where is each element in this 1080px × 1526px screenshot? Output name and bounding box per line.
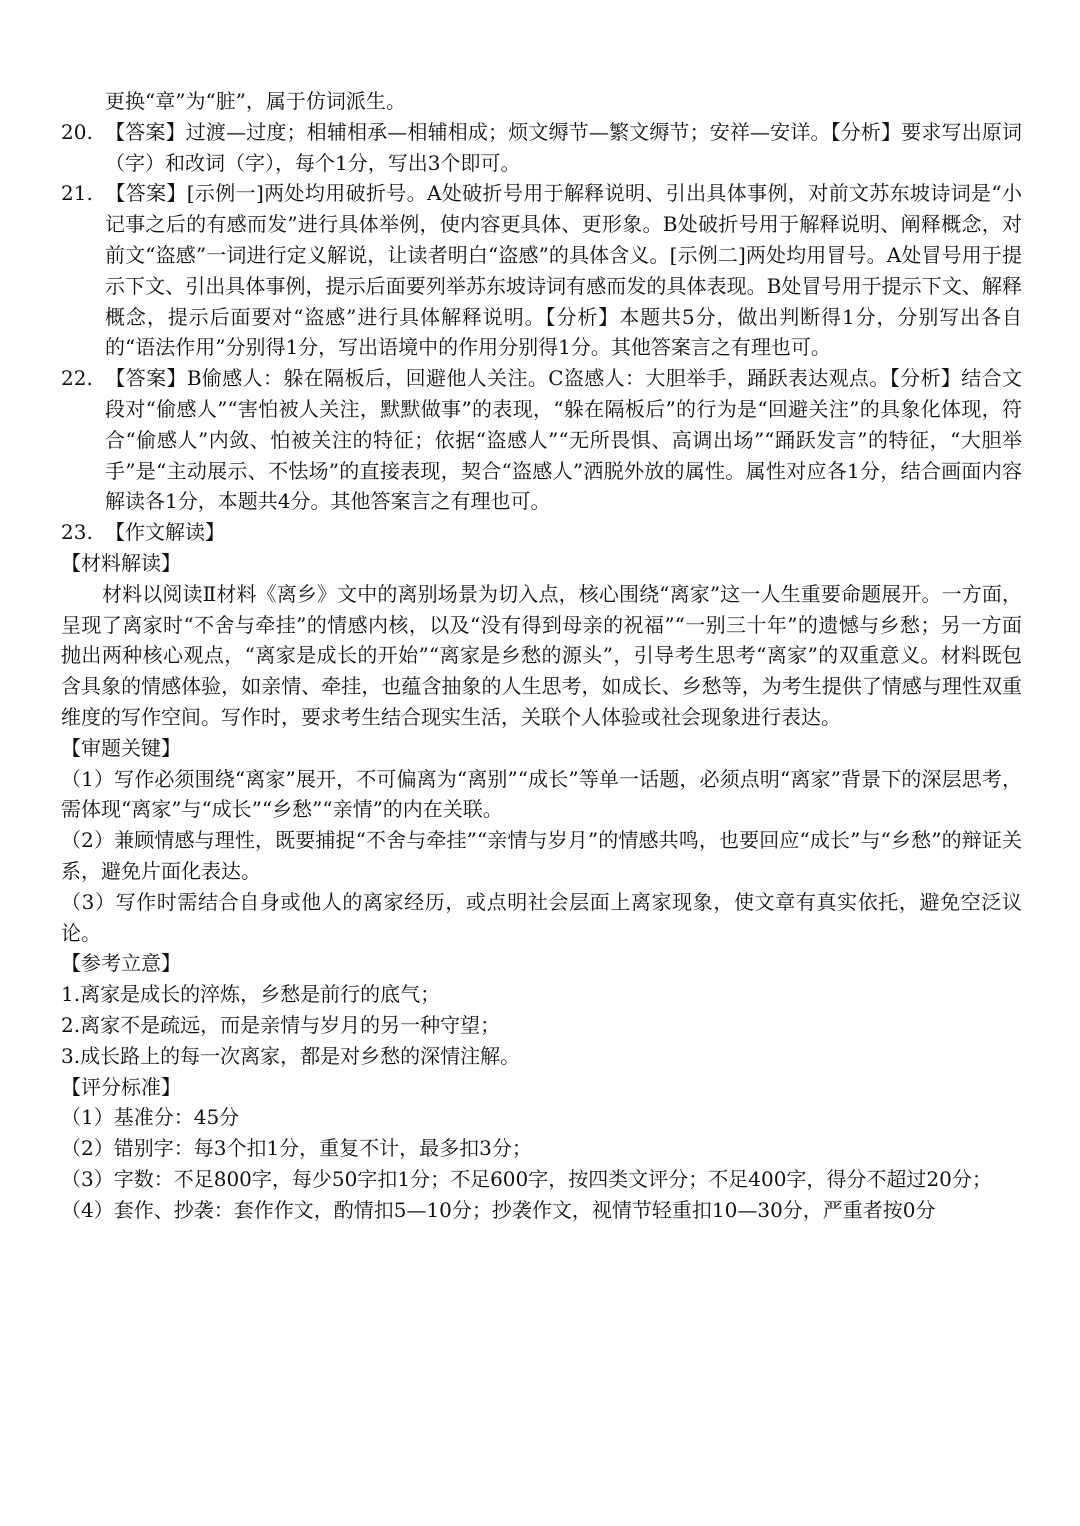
- scoring-item: （1）基准分：45分: [61, 1105, 240, 1130]
- previous-answer-continuation: 更换“章”为“脏”，属于仿词派生。: [105, 89, 406, 113]
- answer-number: 20.: [61, 119, 93, 144]
- material-body: 材料以阅读Ⅱ材料《离乡》文中的离别场景为切入点，核心围绕“离家”这一人生重要命题展开。一方面，呈现了离家时“不舍与牵挂”的情感内核，以及“没有得到母亲的祝福”“一别三十年”的遗憾与乡愁；另一方面抛出两种核心观点，“离家是成长的开始”“离家是乡愁的源头”，引导考生思考“离家”的双重意义。材料既包含具象的情感体验，如亲情、牵挂，也蕴含抽象的人生思考，如成长、乡愁等，为考生提供了情感与理性双重维度的写作空间。写作时，要求考生结合现实生活，关联个人体验或社会现象进行表达。: [61, 581, 1022, 729]
- answer-text: 【答案】过渡—过度；相辅相承—相辅相成；烦文缛节—繁文缛节；安祥—安详。【分析】要求写出原词（字）和改词（字），每个1分，写出3个即可。: [105, 119, 1022, 175]
- key-heading: 【审题关键】: [61, 735, 181, 760]
- idea-item: 2.离家不是疏远，而是亲情与岁月的另一种守望；: [61, 1012, 501, 1037]
- scoring-heading: 【评分标准】: [61, 1074, 181, 1099]
- scoring-item: （3）字数：不足800字，每少50字扣1分；不足600字，按四类文评分；不足400字，得分不超过20分；: [61, 1166, 992, 1191]
- answer-22: [61, 363, 1022, 517]
- answer-text: 【答案】[示例一]两处均用破折号。A处破折号用于解释说明、引出具体事例，对前文苏东坡诗词是“小记事之后的有感而发”进行具体举例，使内容更具体、更形象。B处破折号用于解释说明、阐释概念，对前文“盗感”一词进行定义解说，让读者明白“盗感”的具体含义。[示例二]两处均用冒号。A处冒号用于提示下文、引出具体事例，提示后面要列举苏东坡诗词有感而发的具体表现。B处冒号用于提示下文、解释概念，提示后面要对“盗感”进行具体解释说明。【分析】本题共5分，做出判断得1分，分别写出各自的“语法作用”分别得1分，写出语境中的作用分别得1分。其他答案言之有理也可。: [105, 181, 1022, 360]
- answer-number: 22.: [61, 366, 93, 391]
- scoring-item: （4）套作、抄袭：套作作文，酌情扣5—10分；抄袭作文，视情节轻重扣10—30分，严重者按0分: [61, 1197, 936, 1222]
- answer-number: 21.: [61, 181, 93, 206]
- answer-text: 【作文解读】: [105, 520, 225, 545]
- ideas-heading: 【参考立意】: [61, 951, 181, 976]
- idea-item: 1.离家是成长的淬炼，乡愁是前行的底气；: [61, 982, 441, 1007]
- key-item: （1）写作必须围绕“离家”展开，不可偏离为“离别”“成长”等单一话题，必须点明“离家”背景下的深层思考，需体现“离家”与“成长”“乡愁”“亲情”的内在关联。: [61, 766, 1022, 822]
- answer-text: 【答案】B偷感人：躲在隔板后，回避他人关注。C盗感人：大胆举手，踊跃表达观点。【分析】结合文段对“偷感人”“害怕被人关注，默默做事”的表现，“躲在隔板后”的行为是“回避关注”的具象化体现，符合“偷感人”内敛、怕被关注的特征；依据“盗感人”“无所畏惧、高调出场”“踊跃发言”的特征，“大胆举手”是“主动展示、不怯场”的直接表现，契合“盗感人”洒脱外放的属性。属性对应各1分，结合画面内容解读各1分，本题共4分。其他答案言之有理也可。: [105, 366, 1022, 514]
- material-heading: 【材料解读】: [61, 550, 181, 575]
- idea-item: 3.成长路上的每一次离家，都是对乡愁的深情注解。: [61, 1043, 521, 1068]
- answer-number: 23.: [61, 520, 93, 545]
- key-item: （3）写作时需结合自身或他人的离家经历，或点明社会层面上离家现象，使文章有真实依托，避免空泛议论。: [61, 889, 1022, 945]
- answer-21: [61, 178, 1022, 363]
- scoring-item: （2）错别字：每3个扣1分，重复不计，最多扣3分；: [61, 1136, 532, 1161]
- answer-23: [61, 517, 1022, 548]
- key-item: （2）兼顾情感与理性，既要捕捉“不舍与牵挂”“亲情与岁月”的情感共鸣，也要回应“成长”与“乡愁”的辩证关系，避免片面化表达。: [61, 828, 1022, 883]
- answer-20: [61, 117, 1022, 179]
